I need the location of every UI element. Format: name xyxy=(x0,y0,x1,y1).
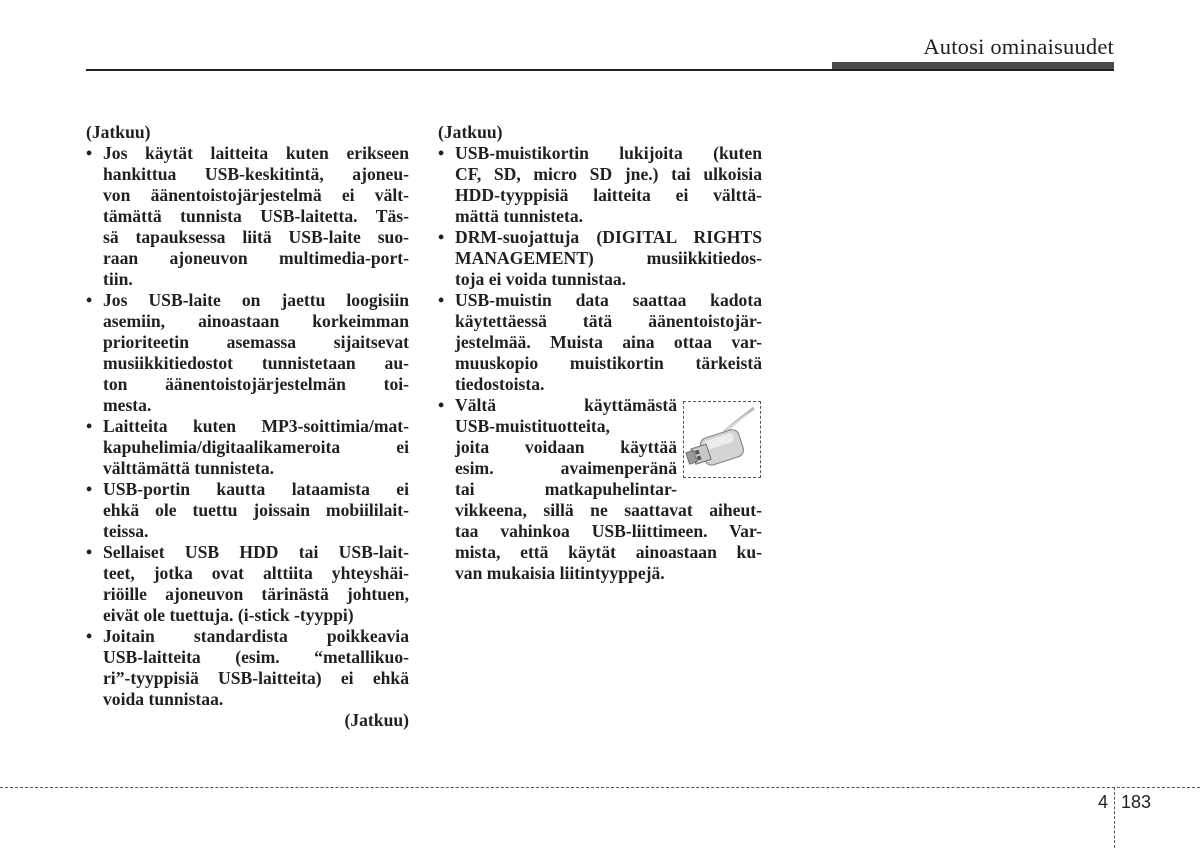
bullet-line: • USB-muistin data saattaa kadota xyxy=(438,290,762,310)
bullet-marker: • xyxy=(86,542,93,562)
bullet-item xyxy=(86,479,409,542)
bullet-line: raan ajoneuvon multimedia-port- xyxy=(103,248,409,268)
page-header-title: Autosi ominaisuudet xyxy=(923,34,1114,59)
left-bullet-list xyxy=(86,143,409,710)
bullet-line: mättä tunnisteta. xyxy=(455,206,584,226)
bullet-line: ri”-tyyppisiä USB-laitteita) ei ehkä xyxy=(103,668,409,688)
bullet-line: von äänentoistojärjestelmä ei vält- xyxy=(103,185,409,205)
bullet-item xyxy=(438,227,762,290)
bullet-line: voida tunnistaa. xyxy=(103,689,224,709)
bullet-line: sä tapauksessa liitä USB-laite suo- xyxy=(103,227,409,247)
bullet-line: mesta. xyxy=(103,395,152,415)
bullet-marker: • xyxy=(438,143,445,163)
bullet-line: jestelmää. Muista aina ottaa var- xyxy=(455,332,762,352)
bullet-line: tämättä tunnista USB-laitetta. Täs- xyxy=(103,206,409,226)
footer-rule xyxy=(0,787,1200,788)
bullet-line: van mukaisia liitintyyppejä. xyxy=(455,563,665,583)
bullet-line: taa vahinkoa USB-liittimeen. Var- xyxy=(455,521,762,541)
bullet-line: ehkä ole tuettu joissain mobiililait- xyxy=(103,500,409,520)
bullet-marker: • xyxy=(86,626,93,646)
bullet-line: USB-muistituotteita, xyxy=(455,416,610,436)
bullet-marker: • xyxy=(438,227,445,247)
bullet-marker: • xyxy=(86,416,93,436)
bullet-line: teet, jotka ovat alttiita yhteyshäi- xyxy=(103,563,409,583)
usb-stick-keyring-icon xyxy=(684,402,760,477)
continued-marker-bottom: (Jatkuu) xyxy=(344,710,409,730)
page-number: 183 xyxy=(1121,792,1152,812)
bullet-line: USB-laitteita (esim. “metallikuo- xyxy=(103,647,409,667)
bullet-line: MANAGEMENT) musiikkitiedos- xyxy=(455,248,762,268)
bullet-line: • USB-portin kautta lataamista ei xyxy=(86,479,409,499)
chapter-number: 4 xyxy=(1097,792,1108,812)
bullet-line: tiin. xyxy=(103,269,133,289)
bullet-item xyxy=(86,542,409,626)
bullet-line: • Sellaiset USB HDD tai USB-lait- xyxy=(86,542,409,562)
left-column xyxy=(86,122,409,731)
bullet-line: HDD-tyyppisiä laitteita ei välttä- xyxy=(455,185,762,205)
usb-stick-figure xyxy=(683,401,761,478)
bullet-line: • Jos USB-laite on jaettu loogisiin xyxy=(86,290,409,310)
right-bullet-list xyxy=(438,143,762,395)
bullet-item xyxy=(86,626,409,710)
bullet-line: teissa. xyxy=(103,521,149,541)
bullet-line: eivät ole tuettuja. (i-stick -tyyppi) xyxy=(103,605,354,625)
bullet-line: esim. avaimenperänä xyxy=(455,458,677,478)
continued-marker-top: (Jatkuu) xyxy=(438,122,503,142)
bullet-line: • USB-muistikortin lukijoita (kuten xyxy=(438,143,762,163)
bullet-line: kapuhelimia/digitaalikameroita ei xyxy=(103,437,409,457)
bullet-item xyxy=(438,290,762,395)
bullet-item xyxy=(86,416,409,479)
bullet-marker: • xyxy=(438,290,445,310)
right-column xyxy=(438,122,762,584)
bullet-line: prioriteetin asemassa sijaitsevat xyxy=(103,332,409,352)
bullet-line: toja ei voida tunnistaa. xyxy=(455,269,627,289)
bullet-item xyxy=(438,143,762,227)
bullet-line: käytettäessä tätä äänentoistojär- xyxy=(455,311,762,331)
bullet-line: vikkeena, sillä ne saattavat aiheut- xyxy=(455,500,762,520)
bullet-line: ton äänentoistojärjestelmän toi- xyxy=(103,374,409,394)
bullet-line: riöille ajoneuvon tärinästä johtuen, xyxy=(103,584,409,604)
continued-marker-top: (Jatkuu) xyxy=(86,122,151,142)
bullet-line: tiedostoista. xyxy=(455,374,545,394)
bullet-line: välttämättä tunnisteta. xyxy=(103,458,275,478)
bullet-marker: • xyxy=(86,290,93,310)
bullet-line: tai matkapuhelintar- xyxy=(455,479,677,499)
bullet-line: muuskopio muistikortin tärkeistä xyxy=(455,353,762,373)
bullet-line: • Laitteita kuten MP3-soittimia/mat- xyxy=(86,416,409,436)
bullet-line: CF, SD, micro SD jne.) tai ulkoisia xyxy=(455,164,762,184)
bullet-marker: • xyxy=(438,395,445,415)
bullet-line: asemiin, ainoastaan korkeimman xyxy=(103,311,409,331)
bullet-line: • Joitain standardista poikkeavia xyxy=(86,626,409,646)
footer-page-divider xyxy=(1114,787,1115,848)
bullet-line: • DRM-suojattuja (DIGITAL RIGHTS xyxy=(438,227,762,247)
header-rule xyxy=(86,69,1114,71)
bullet-item xyxy=(86,290,409,416)
bullet-marker: • xyxy=(86,143,93,163)
bullet-line: • Jos käytät laitteita kuten erikseen xyxy=(86,143,409,163)
bullet-marker: • xyxy=(86,479,93,499)
bullet-line: hankittua USB-keskitintä, ajoneu- xyxy=(103,164,409,184)
bullet-line: musiikkitiedostot tunnistetaan au- xyxy=(103,353,409,373)
bullet-item xyxy=(86,143,409,290)
bullet-line: • Vältä käyttämästä xyxy=(438,395,677,415)
bullet-line: joita voidaan käyttää xyxy=(455,437,677,457)
bullet-line: mista, että käytät ainoastaan ku- xyxy=(455,542,762,562)
